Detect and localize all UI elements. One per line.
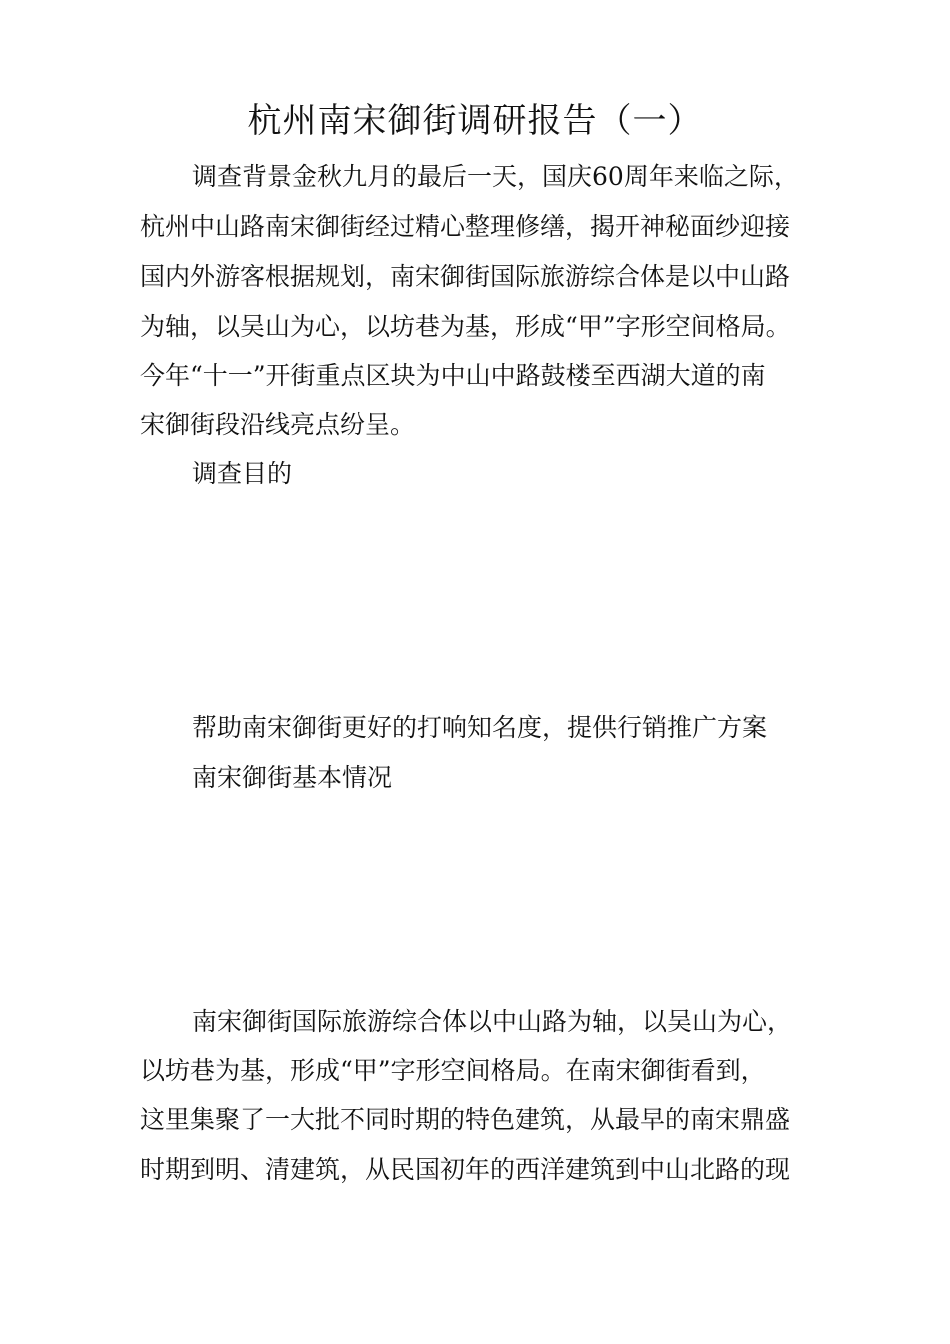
paragraph-line: 南宋御街国际旅游综合体以中山路为轴，以吴山为心， — [192, 1007, 793, 1036]
paragraph-line: 今年“十一”开街重点区块为中山中路鼓楼至西湖大道的南 — [140, 361, 766, 390]
paragraph-line: 为轴，以吴山为心，以坊巷为基，形成“甲”字形空间格局。 — [140, 312, 791, 341]
paragraph-line: 以坊巷为基，形成“甲”字形空间格局。在南宋御街看到， — [140, 1056, 766, 1085]
paragraph-line: 杭州中山路南宋御街经过精心整理修缮，揭开神秘面纱迎接 — [140, 212, 791, 241]
paragraph-line: 这里集聚了一大批不同时期的特色建筑，从最早的南宋鼎盛 — [140, 1105, 791, 1134]
paragraph-line: 国内外游客根据规划，南宋御街国际旅游综合体是以中山路 — [140, 262, 791, 291]
paragraph-line: 时期到明、清建筑，从民国初年的西洋建筑到中山北路的现 — [140, 1155, 791, 1184]
section-heading-purpose: 调查目的 — [192, 459, 293, 488]
document-title: 杭州南宋御街调研报告（一） — [247, 101, 703, 141]
section-heading-basic-info: 南宋御街基本情况 — [192, 763, 393, 792]
purpose-text: 帮助南宋御街更好的打响知名度，提供行销推广方案 — [192, 713, 768, 742]
paragraph-line: 宋御街段沿线亮点纷呈。 — [140, 410, 416, 439]
paragraph-line: 调查背景金秋九月的最后一天，国庆60周年来临之际， — [192, 162, 799, 191]
